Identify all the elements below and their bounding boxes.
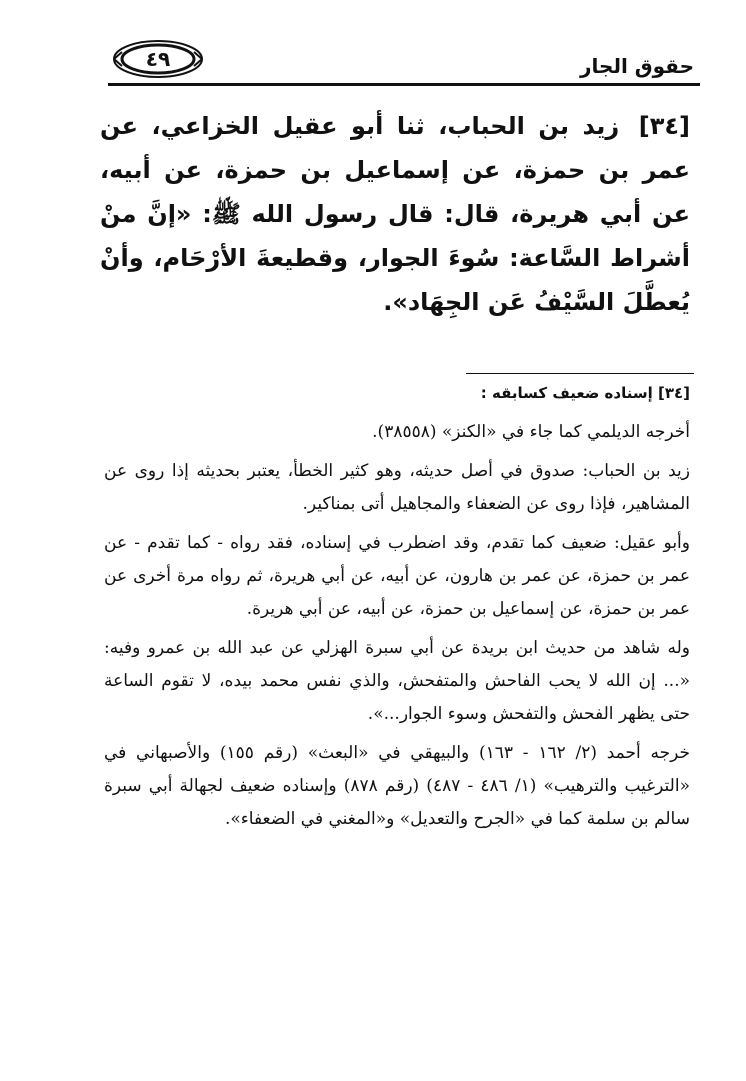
footnote-paragraph: زيد بن الحباب: صدوق في أصل حديثه، وهو كثير الخطأ، يعتبر بحديثه إذا روى عن المشاهير، فإذا روى عن الضعفاء والمجاهيل أتى بمناكير. bbox=[104, 461, 690, 514]
hadith-text-block bbox=[100, 104, 690, 324]
hadith-number: [٣٤] bbox=[638, 112, 690, 140]
running-title: حقوق الجار bbox=[580, 54, 694, 78]
footnote-paragraph: وله شاهد من حديث ابن بريدة عن أبي سبرة الهزلي عن عبد الله بن عمرو وفيه: «... إن الله لا يحب الفاحش والمتفحش، والذي نفس محمد بيده، لا تقوم الساعة حتى يظهر الفحش والتفحش وسوء الجوار...». bbox=[104, 638, 690, 724]
footnote-paragraph: خرجه أحمد (٢/ ١٦٢ - ١٦٣) والبيهقي في «البعث» (رقم ١٥٥) والأصبهاني في «الترغيب والترهيب» (١/ ٤٨٦ - ٤٨٧) (رقم ٨٧٨) وإسناده ضعيف لجهالة أبي سبرة سالم بن سلمة كما في «الجرح والتعديل» و«المغني في الضعفاء». bbox=[104, 743, 690, 829]
footnote-rule bbox=[466, 373, 694, 374]
page-number: ٤٩ bbox=[145, 47, 171, 71]
header-rule bbox=[108, 83, 700, 86]
hadith-text: زيد بن الحباب، ثنا أبو عقيل الخزاعي، عن عمر بن حمزة، عن إسماعيل بن حمزة، عن أبيه، عن أبي هريرة، قال: قال رسول الله ﷺ: «إنَّ منْ أشراط السَّاعة: سُوءَ الجوار، وقطيعةَ الأرْحَام، وأنْ يُعطَّلَ السَّيْفُ عَن الجِهَاد». bbox=[100, 112, 690, 316]
page-number-badge bbox=[112, 38, 204, 80]
footnote-paragraph: وأبو عقيل: ضعيف كما تقدم، وقد اضطرب في إسناده، فقد رواه - كما تقدم - عن عمر بن حمزة، عن عمر بن هارون، عن أبيه، عن أبي هريرة، ثم رواه مرة أخرى عن عمر بن حمزة، عن إسماعيل بن حمزة، عن أبيه، عن أبي هريرة. bbox=[104, 533, 690, 619]
footnote-heading: [٣٤] إسناده ضعيف كسابقه : bbox=[480, 384, 690, 402]
footnote-body bbox=[104, 416, 690, 842]
footnote-paragraph: أخرجه الديلمي كما جاء في «الكنز» (٣٨٥٥٨). bbox=[372, 422, 690, 442]
